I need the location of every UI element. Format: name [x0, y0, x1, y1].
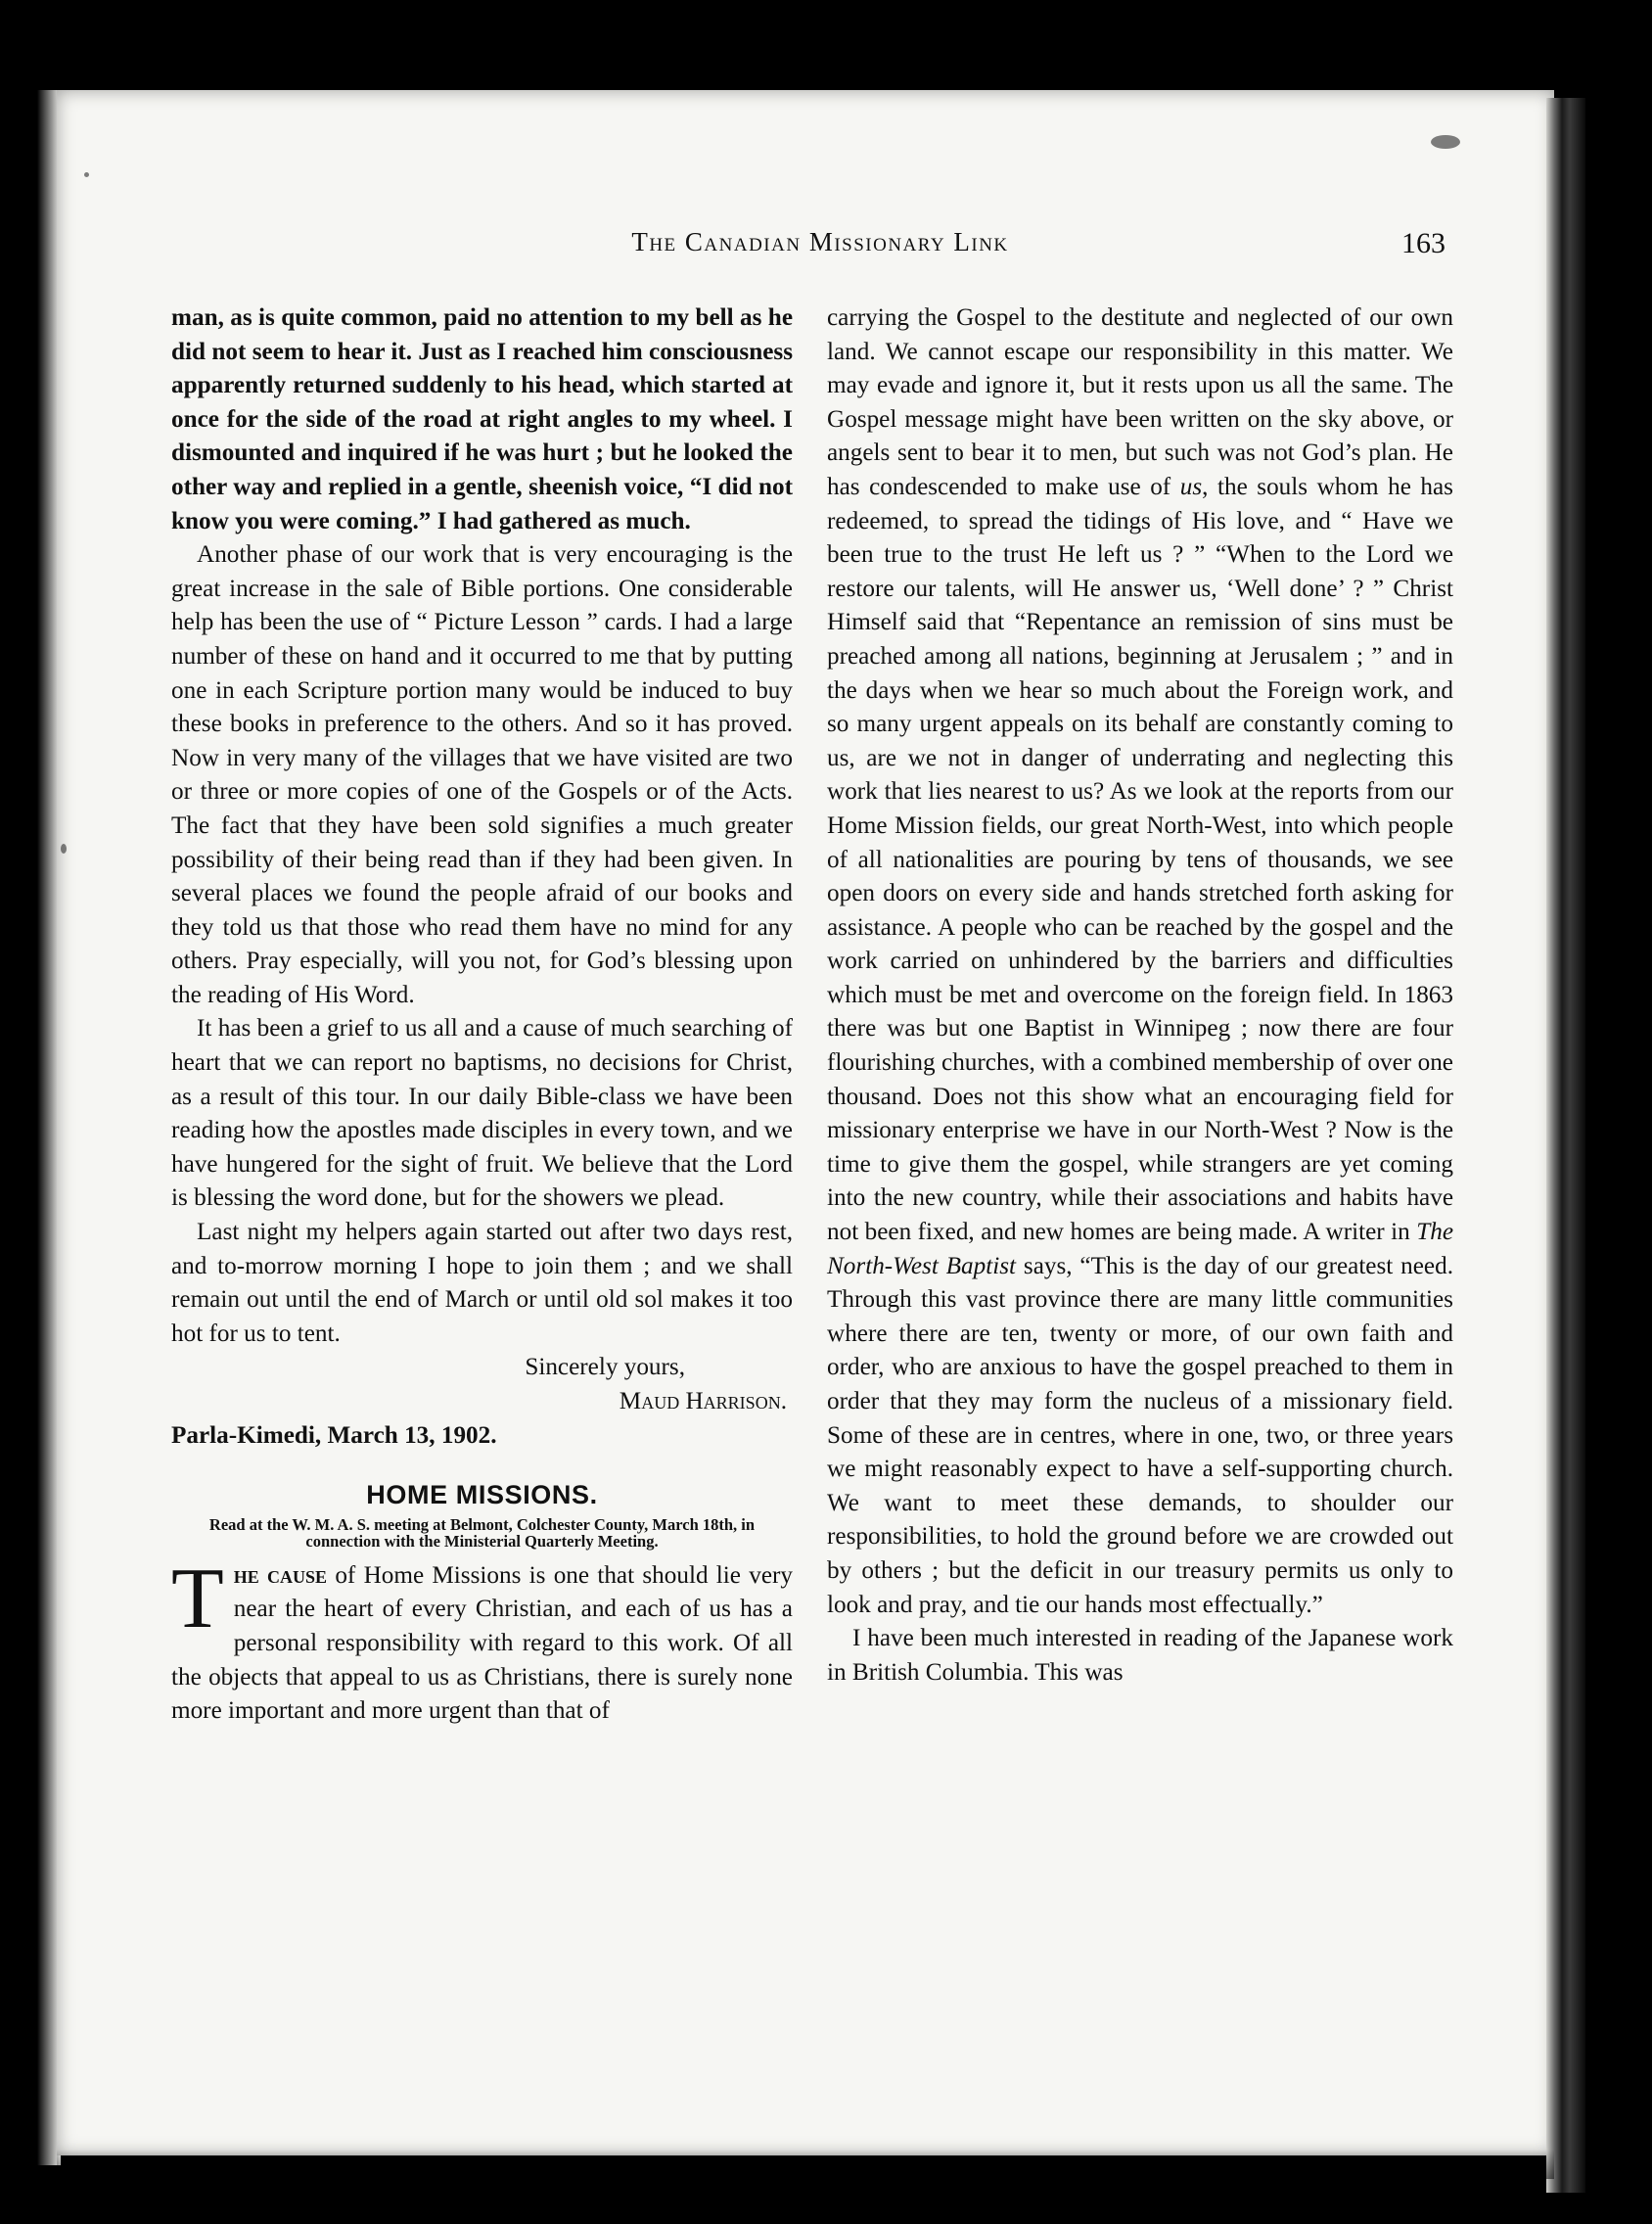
paragraph-text: says, “This is the day of our greatest need. Through this vast province there are many little communities where there are ten, twenty or more, of our own faith and order, who are anxious to have the gospel preached to them in order that they may form the nucleus of a missionary field. Some of these are in centres, where in one, two, or three years we might reasonably expect to have a self-supporting church. We want to meet these demands, to shoulder our responsibilities, to hold the ground before we are crowded out by others ; but the deficit in our treasury permits us only to look and pray, and tie our hands most effectually.” [827, 1252, 1453, 1618]
section-title: HOME MISSIONS. [366, 1480, 598, 1510]
left-column [171, 301, 793, 1729]
ink-speck [61, 844, 67, 854]
book-binding-edge [27, 90, 61, 2165]
ink-speck [84, 172, 89, 177]
signature: Maud Harrison. [619, 1388, 787, 1414]
paragraph-text: , the souls whom he has redeemed, to spread the tidings of His love, and “ Have we been true to the trust He left us ? ” “When to the Lord we restore our talents, will He answer us, ‘Well done’ ? ” Christ Himself said that “Repentance an remission of sins must be preached among all nations, beginning at Jerusalem ; ” and in the days when we hear so much about the Foreign work, and so many urgent appeals on its behalf are constantly coming to us, are we not in danger of underrating and neglecting this work that lies nearest to us? As we look at the reports from our Home Mission fields, our great North-West, into which people of all nationalities are pouring by tens of thousands, we see open doors on every side and hands stretched forth asking for assistance. A people who can be reached by the gospel and the work carried on unhindered by the barriers and difficulties which must be met and overcome on the foreign field. In 1863 there was but one Baptist in Winnipeg ; now there are four flourishing churches, with a combined membership of over one thousand. Does not this show what an encouraging field for missionary enterprise we have in our North-West ? Now is the time to give them the gospel, while strangers are yet coming into the new country, while their associations and habits have not been fixed, and new homes are being made. A writer in [827, 473, 1453, 1246]
italic-word: us [1179, 473, 1203, 500]
section-intro-paragraph [171, 1551, 794, 1729]
page-bottom-shadow [57, 2150, 1554, 2179]
paragraph: It has been a grief to us all and a cause of much searching of heart that we can report no baptisms, no decisions for Christ, as a result of this tour. In our daily Bible-class we have been reading how the apostles made disciples in every town, and we have hungered for the sight of fruit. We believe that the Lord is blessing the word done, but for the showers we plead. [171, 1015, 793, 1212]
letter-signoff [171, 1351, 793, 1453]
intro-small-caps: he cause [233, 1561, 328, 1589]
running-head: The Canadian Missionary Link [631, 227, 1009, 256]
page-stack-edge [1546, 98, 1585, 2193]
section-subtitle: Read at the W. M. A. S. meeting at Belmont, Colchester County, March 18th, in connection with the Ministerial Quarterly Meeting. [208, 1514, 756, 1551]
publication-title: The North-West Baptist [827, 1219, 1453, 1279]
paragraph: I have been much interested in reading of the Japanese work in British Columbia. This was [827, 1625, 1453, 1686]
paragraph: Another phase of our work that is very encouraging is the great increase in the sale of Bible portions. One considerable help has been the use of “ Picture Lesson ” cards. I had a large number of these on hand and it occurred to me that by putting one in each Scripture portion many would be induced to buy these books in preference to the others. And so it has proved. Now in very many of the villages that we have visited are two or three or more copies of one of the Gospels or of the Acts. The fact that they have been sold signifies a much greater possibility of their being read than if they had been given. In several places we found the people afraid of our books and they told us that those who read them have no mind for any others. Pray especially, will you not, for God’s blessing upon the reading of His Word. [171, 541, 793, 1008]
page-number: 163 [1401, 227, 1446, 259]
place-date-line: Parla-Kimedi, March 13, 1902. [171, 1421, 497, 1449]
paragraph: Last night my helpers again started out after two days rest, and to-morrow morning I hope to join them ; and we shall remain out until the end of March or until old sol makes it too hot for us to tent. [171, 1219, 793, 1347]
right-column [827, 301, 1453, 1690]
paragraph-text: carrying the Gospel to the destitute and neglected of our own land. We cannot escape our responsibility in this matter. We may evade and ignore it, but it rests upon us all the same. The Gospel message might have been written on the sky above, or angels sent to bear it to men, but such was not God’s plan. He has condescended to make use of [827, 304, 1453, 500]
closing-salutation: Sincerely yours, [525, 1354, 685, 1381]
paragraph [827, 301, 1453, 1622]
paragraph: man, as is quite common, paid no attention to my bell as he did not seem to hear it. Just as I reached him consciousness apparently returned suddenly to his head, which started at once for the side of the road at right angles to my wheel. I dismounted and inquired if he was hurt ; but he looked the other way and replied in a gentle, sheenish voice, “I did not know you were coming.” I had gathered as much. [171, 304, 793, 534]
intro-text: of Home Missions is one that should lie very near the heart of every Christian, and each of us has a personal responsibility with regard to this work. Of all the objects that appeal to us as Christians, there is surely none more important and more urgent than that of [171, 1561, 794, 1725]
drop-cap: T [171, 1551, 224, 1646]
ink-smudge [1431, 135, 1460, 149]
